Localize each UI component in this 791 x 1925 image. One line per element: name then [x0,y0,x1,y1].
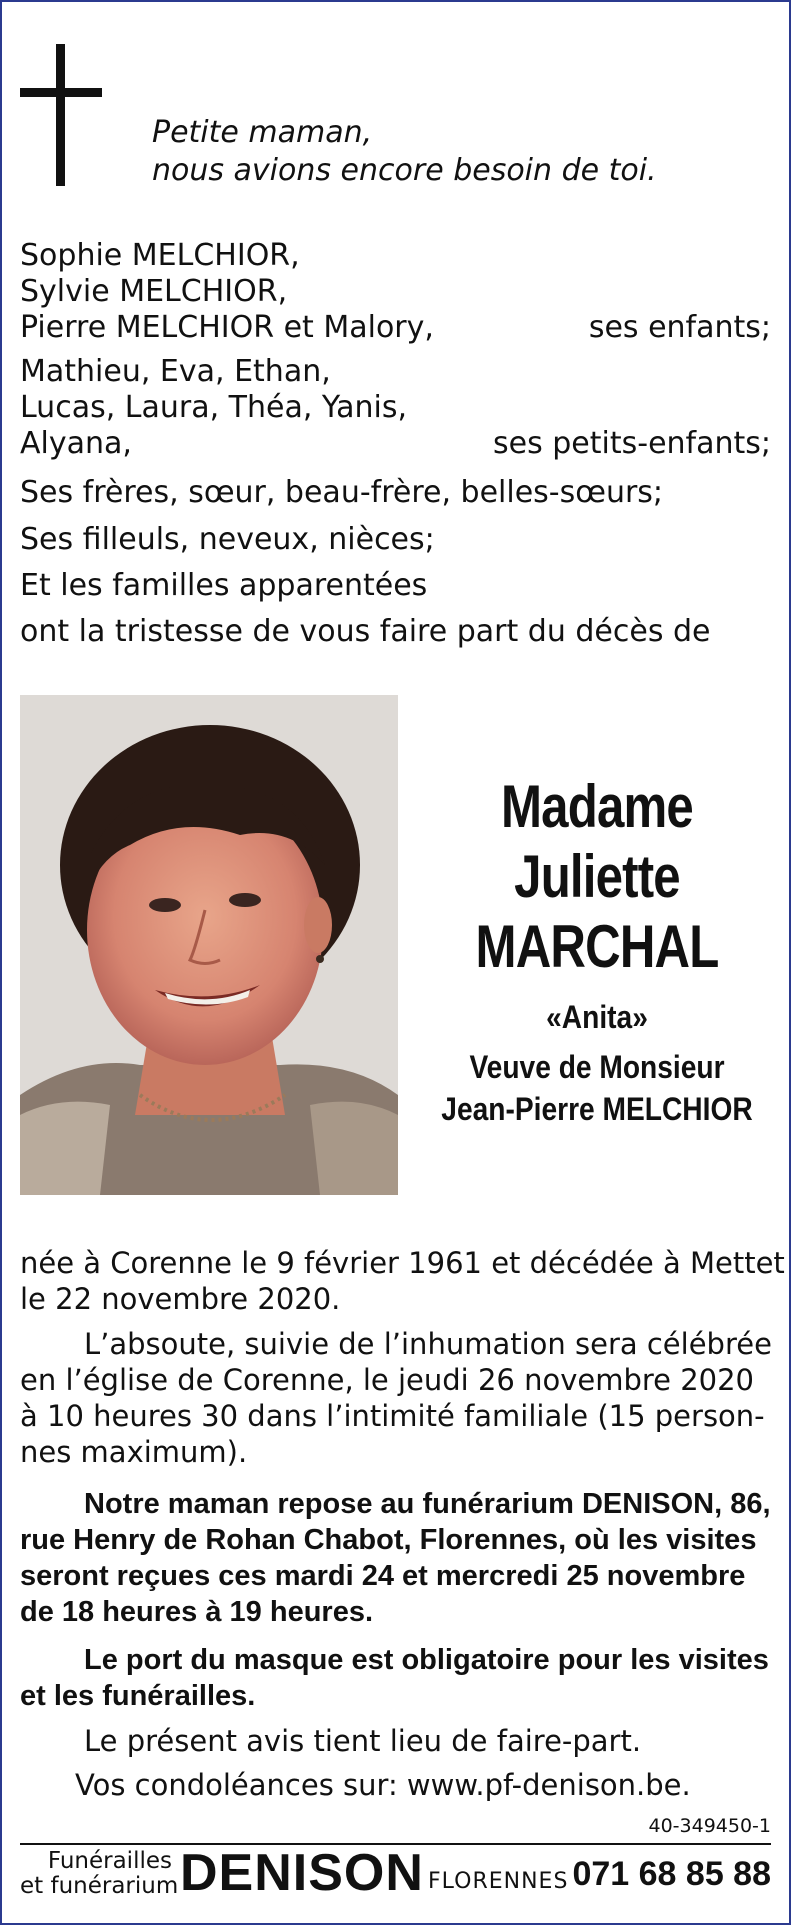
widow-line: Veuve de Monsieur [469,1049,725,1085]
text-line: de 18 heures à 19 heures. [20,1596,374,1628]
family-line: ont la tristesse de vous faire part du décès de [20,614,711,649]
deceased-first-name: Juliette [514,843,680,910]
deceased-name-block [412,772,782,1130]
text-line: le 22 novembre 2020. [20,1282,341,1316]
family-line: Ses frères, sœur, beau-frère, belles-sœurs; [20,475,664,510]
deceased-nickname: «Anita» [546,999,648,1035]
footer-tagline [20,1848,179,1899]
text-line: rue Henry de Rohan Chabot, Florennes, où les visites [20,1524,757,1556]
footer-phone: 071 68 85 88 [572,1855,771,1893]
text-line: à 10 heures 30 dans l’intimité familiale (15 person- [20,1399,765,1433]
text-line: Le port du masque est obligatoire pour les visites [84,1644,769,1676]
reference-number: 40-349450-1 [648,1815,771,1837]
mask-paragraph [20,1642,776,1714]
family-line: Mathieu, Eva, Ethan, [20,354,331,389]
funeral-home-footer [20,1843,771,1901]
footer-tagline-line: et funérarium [20,1873,179,1899]
quote-line: Petite maman, [152,115,373,150]
text-line: Notre maman repose au funérarium DENISON, 86, [84,1488,771,1520]
family-line: Ses filleuls, neveux, nièces; [20,522,435,557]
portrait-photo [20,695,398,1195]
text-line: en l’église de Corenne, le jeudi 26 novembre 2020 [20,1363,755,1397]
family-line: Pierre MELCHIOR et Malory, [20,310,434,345]
footer-brand: DENISON [180,1844,424,1902]
text-line: née à Corenne le 9 février 1961 et décédée à Mettet [20,1246,785,1280]
cross-icon [20,44,102,186]
birth-death-paragraph [20,1245,785,1317]
text-line: et les funérailles. [20,1680,256,1712]
footer-city: FLORENNES [428,1869,569,1894]
family-role: ses petits-enfants; [493,426,771,461]
text-line: L’absoute, suivie de l’inhumation sera célébrée [84,1327,772,1361]
text-line: Vos condoléances sur: www.pf-denison.be. [75,1768,691,1802]
ceremony-paragraph [20,1326,776,1470]
text-line: seront reçues ces mardi 24 et mercredi 25 novembre [20,1560,746,1592]
family-role: ses enfants; [588,310,771,345]
notice-line [20,1723,776,1759]
widow-line: Jean-Pierre MELCHIOR [441,1091,753,1127]
family-line: Sylvie MELCHIOR, [20,274,288,309]
family-line: Et les familles apparentées [20,568,428,603]
deceased-title: Madame [501,773,693,840]
family-line: Sophie MELCHIOR, [20,238,300,273]
text-line: nes maximum). [20,1435,248,1469]
footer-tagline-line: Funérailles [47,1848,172,1874]
text-line: Le présent avis tient lieu de faire-part. [84,1724,642,1758]
visits-paragraph [20,1486,776,1630]
condolences-line [20,1767,776,1803]
family-line: Alyana, [20,426,132,461]
epitaph-quote [152,114,657,190]
quote-line: nous avions encore besoin de toi. [152,153,657,188]
deceased-last-name: MARCHAL [475,913,719,980]
family-line: Lucas, Laura, Théa, Yanis, [20,390,408,425]
